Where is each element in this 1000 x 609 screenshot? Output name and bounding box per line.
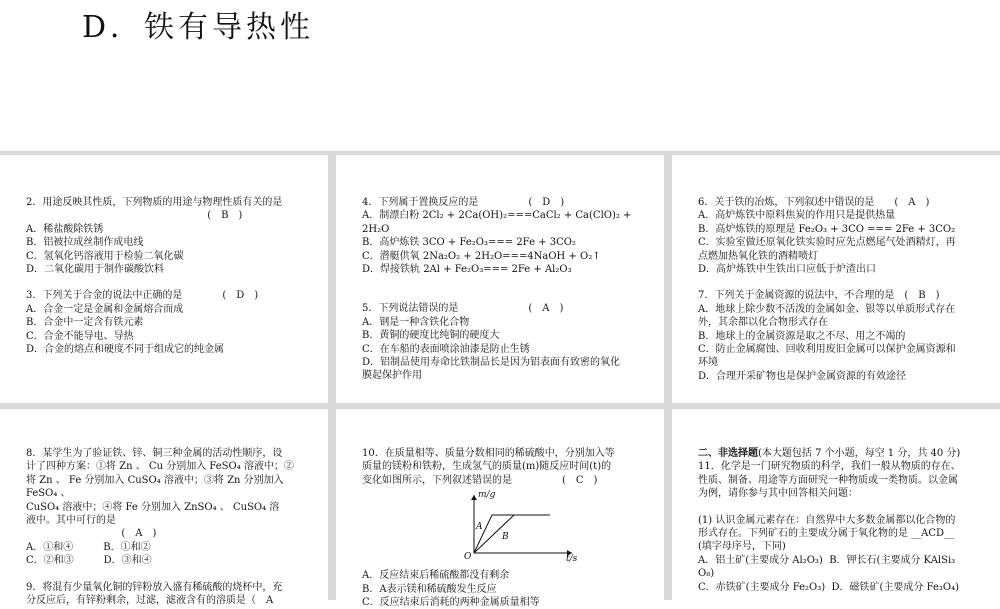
text-line: B．地球上的金属资源是取之不尽、用之不竭的 [698, 330, 906, 342]
section-heading [698, 447, 986, 460]
page-title: D．铁有导热性 [82, 10, 315, 45]
text-line: A．铝土矿(主要成分 Al₂O₃) B．钾长石(主要成分 KAlSi₃ [698, 554, 956, 566]
y-axis-arrow [471, 495, 477, 500]
text-line: D．铝制品使用寿命比铁制品长是因为铝表面有致密的氧化 [362, 357, 621, 369]
spacer [698, 276, 986, 289]
y-axis-label: m/g [478, 490, 496, 501]
text-line: B．高炉炼铁的原理是 Fe₂O₃ + 3CO === 2Fe + 3CO₂ [698, 223, 956, 235]
slide-panel-q4-q5[interactable] [336, 155, 664, 403]
line-a [474, 515, 550, 553]
text-line: 7．下列关于金属资源的说法中，不合理的是 ( B ) [698, 290, 940, 302]
spacer [698, 501, 986, 514]
spacer [362, 276, 650, 289]
x-axis-label: t/s [566, 554, 578, 565]
spacer [26, 276, 314, 289]
text-line: CuSO₄ 溶液中；④将 Fe 分别加入 ZnSO₄ 、 CuSO₄ 溶 [26, 501, 280, 513]
text-line: C．防止金属腐蚀、回收利用废旧金属可以保护金属资源和 [698, 344, 956, 356]
text-line: A．①和④ B．①和② [26, 541, 151, 553]
text-line: C．潜艇供氧 2Na₂O₂ + 2H₂O===4NaOH + O₂↑ [362, 250, 601, 262]
spacer [26, 568, 314, 581]
text-line: 性质、制备、用途等方面研究一种物质或一类物质。以金属 [698, 474, 958, 486]
text-line: 为例，请你参与其中回答相关问题： [698, 488, 858, 500]
slide-panel-q11[interactable] [672, 409, 1000, 600]
text-line: 将 Zn 、 Fe 分别加入 CuSO₄ 溶液中；③将 Zn 分别加入 FeSO₄ 、 [26, 474, 287, 500]
text-line: 点燃加热氧化铁的酒精喷灯 [698, 250, 818, 262]
text-line: C．实验室做还原氧化铁实验时应先点燃尾气处酒精灯，再 [698, 237, 956, 249]
text-line: C．反应结束后消耗的两种金属质量相等 [362, 597, 540, 609]
line-b-label: B [502, 532, 509, 543]
text-line: 2．用途反映其性质，下列物质的用途与物理性质有关的是 [26, 197, 283, 208]
text-line: 4．下列属于置换反应的是 ( D ) [362, 197, 565, 208]
text-line: C．氢氧化钙溶液用于检验二氧化碳 [26, 250, 184, 262]
text-line: B．铝被拉成丝制作成电线 [26, 237, 144, 249]
text-line: A．地球上除少数不活泼的金属如金、银等以单质形式存在 [698, 303, 956, 315]
text-line: 6．关于铁的冶炼，下列叙述中错误的是 ( A ) [698, 197, 930, 208]
text-line: 外，其余都以化合物形式存在 [698, 317, 828, 329]
text-line: A．稀盐酸除铁锈 [26, 223, 104, 235]
text-line: ( B ) [26, 210, 243, 222]
text-line: C．在车船的表面喷涂油漆是防止生锈 [362, 343, 530, 355]
text-line: D．合理开采矿物也是保护金属资源的有效途径 [698, 370, 907, 382]
line-a-label: A [476, 522, 483, 533]
text-line: 变化如图所示，下列叙述错误的是 ( C ) [362, 474, 598, 486]
slide-panel-q8-q9[interactable] [0, 409, 328, 607]
text-line: B．A表示镁和稀硫酸发生反应 [362, 583, 497, 595]
slide-panel-q2-q3[interactable] [0, 155, 328, 403]
text-line: B．合金中一定含有铁元素 [26, 317, 144, 329]
panel-text [698, 447, 986, 594]
text-line: C．合金不能导电、导热 [26, 330, 134, 342]
text-line: D．焊接铁轨 2Al + Fe₂O₃=== 2Fe + Al₂O₃ [362, 264, 572, 276]
text-line: 计了四种方案：①将 Zn 、 Cu 分别加入 FeSO₄ 溶液中；② [26, 461, 294, 473]
text-line: 5．下列说法错误的是 ( A ) [362, 303, 564, 315]
text-line: C．②和③ D．③和④ [26, 555, 152, 567]
text-line: A．制漂白粉 2Cl₂ + 2Ca(OH)₂===CaCl₂ + Ca(ClO)₂ + 2H₂O [362, 210, 635, 235]
text-line: 10．在质量相等、质量分数相同的稀硫酸中，分别加入等 [362, 448, 615, 459]
text-line: B．高炉炼铁 3CO + Fe₂O₃=== 2Fe + 3CO₂ [362, 237, 576, 249]
text-line: 液中。其中可行的是 [26, 515, 116, 527]
text-line: 3．下列关于合金的说法中正确的是 ( D ) [26, 290, 259, 302]
text-line: 环境 [698, 357, 718, 369]
text-line: A．钢是一种含铁化合物 [362, 316, 470, 328]
panel-text [362, 196, 650, 383]
text-line: O₈) [698, 568, 715, 580]
panel-text [698, 196, 986, 383]
text-line: 11．化学是一门研究物质的科学，我们一般从物质的存在、 [698, 461, 961, 473]
text-line: C．赤铁矿(主要成分 Fe₂O₃) D．磁铁矿(主要成分 Fe₃O₄) [698, 581, 960, 593]
mass-time-graph [462, 490, 582, 565]
text-line: 形式存在。下列矿石的主要成分属于氧化物的是 __ACD__ [698, 528, 955, 540]
origin-label: O [464, 552, 472, 563]
slide-panel-q6-q7[interactable] [672, 155, 1000, 403]
text-line: 质量的镁粉和铁粉，生成氢气的质量(m)随反应时间(t)的 [362, 461, 612, 473]
panel-text [26, 447, 314, 607]
text-line: (1) 认识金属元素存在：自然界中大多数金属都以化合物的 [698, 514, 956, 526]
section-heading-bold: 二、非选择题 [698, 448, 758, 459]
spacer [362, 289, 650, 302]
text-line: ( A ) [26, 528, 157, 540]
text-line: 8．某学生为了验证铁、锌、铜三种金属的活动性顺序，设 [26, 448, 283, 459]
text-line: D．二氧化碳用于制作碳酸饮料 [26, 264, 165, 276]
text-line: 膜起保护作用 [362, 370, 422, 382]
text-line: D．合金的熔点和硬度不同于组成它的纯金属 [26, 344, 225, 356]
text-line: B．黄铜的硬度比纯铜的硬度大 [362, 330, 500, 342]
slide-panel-q10[interactable] [336, 409, 664, 609]
text-line: 分反应后，有锌粉剩余，过滤，滤液含有的溶质是（ A [26, 595, 274, 607]
text-line: A．高炉炼铁中原料焦炭的作用只是提供热量 [698, 210, 896, 222]
panel-text [26, 196, 314, 356]
panel-text [362, 447, 650, 609]
text-line: D．高炉炼铁中生铁出口应低于炉渣出口 [698, 264, 877, 276]
section-heading-note: (本大题包括 7 个小题，每空 1 分，共 40 分) [758, 448, 961, 459]
text-line: (填字母序号，下同) [698, 541, 786, 553]
text-line: A．合金一定是金属和金属熔合而成 [26, 303, 184, 315]
text-line: A．反应结束后稀硫酸都没有剩余 [362, 570, 510, 582]
slide-grid [0, 151, 1000, 609]
text-line: 9．将混有少量氧化铜的锌粉放入盛有稀硫酸的烧杯中，充 [26, 581, 283, 593]
